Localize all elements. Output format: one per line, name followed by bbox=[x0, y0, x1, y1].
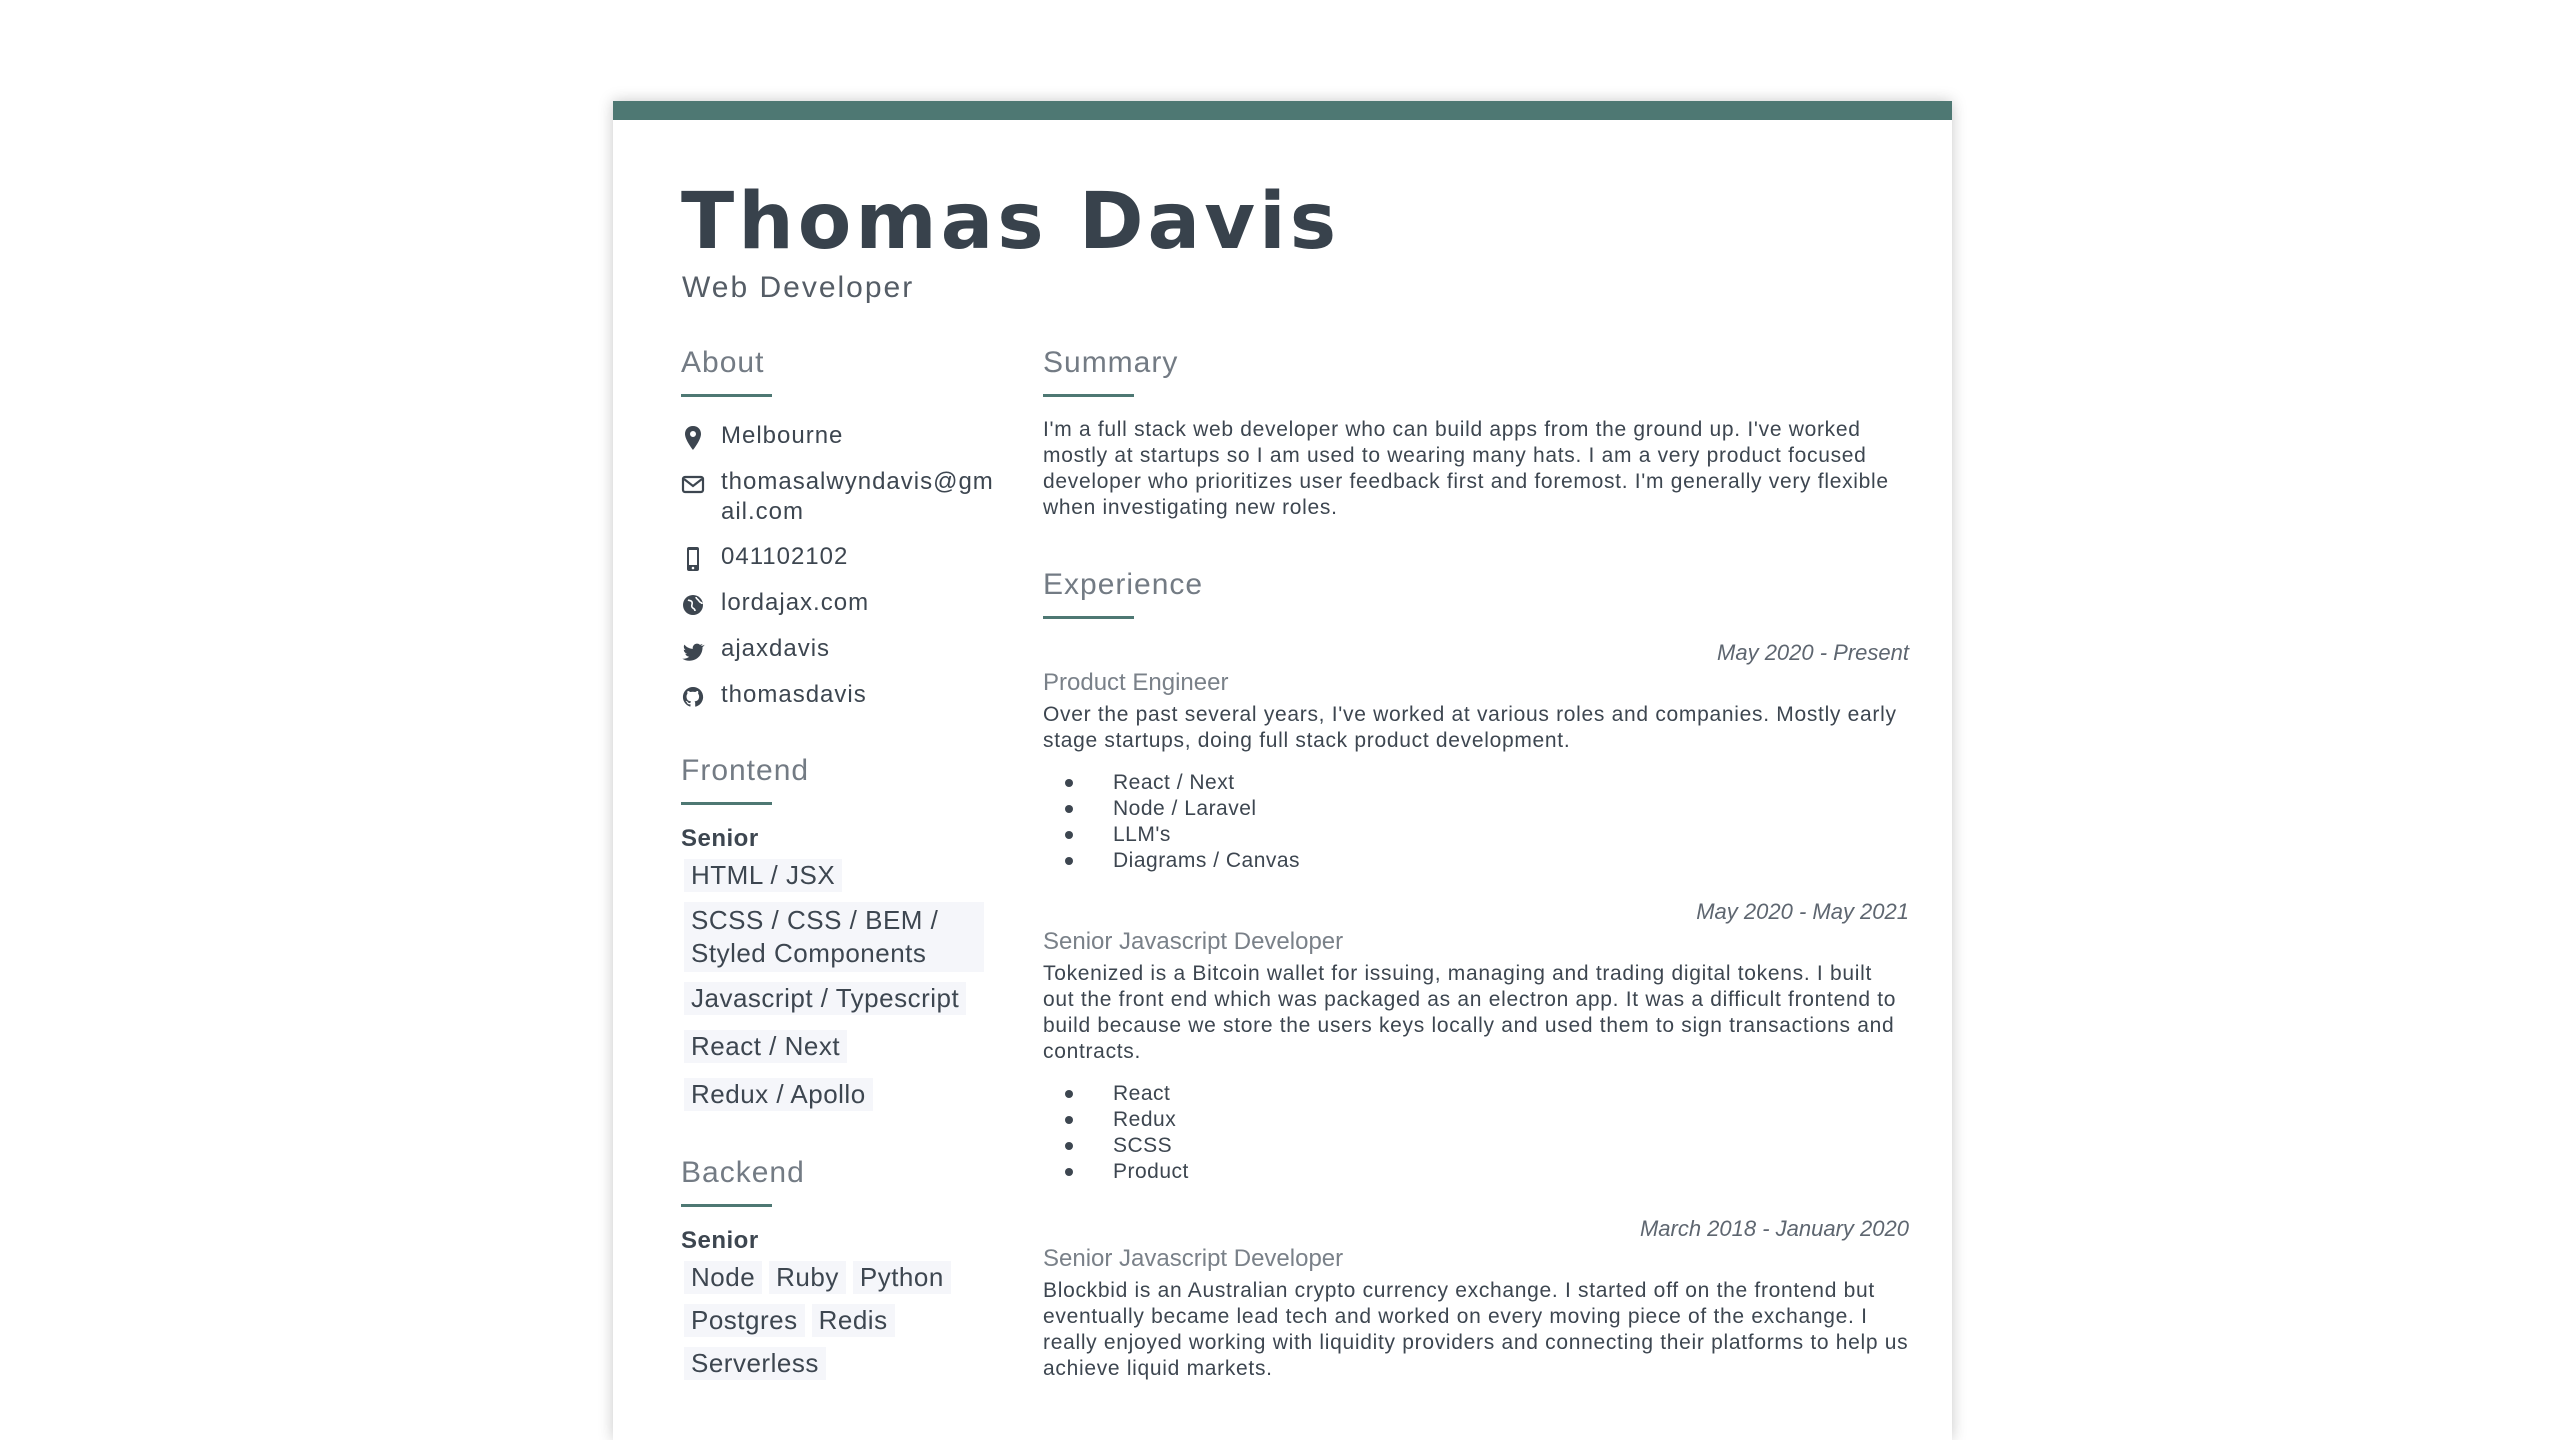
envelope-icon bbox=[681, 470, 705, 498]
job-tags bbox=[1065, 1081, 1909, 1185]
job-tag-text: React / Next bbox=[1113, 771, 1235, 794]
contact-github-link[interactable]: thomasdavis bbox=[721, 681, 867, 708]
frontend-section bbox=[681, 751, 1001, 1121]
bullet-icon bbox=[1065, 1090, 1073, 1098]
resume-role: Web Developer bbox=[682, 271, 915, 304]
twitter-icon bbox=[681, 637, 705, 665]
job-entry bbox=[1043, 1215, 1909, 1382]
skill-chip: Redux / Apollo bbox=[684, 1078, 873, 1111]
job-tag bbox=[1065, 848, 1909, 874]
about-section bbox=[681, 343, 1001, 711]
job-tag-text: Diagrams / Canvas bbox=[1113, 849, 1301, 872]
job-tag bbox=[1065, 1081, 1909, 1107]
contact-email[interactable] bbox=[681, 467, 1001, 527]
skill-chip: Postgres bbox=[684, 1304, 805, 1337]
job-tag bbox=[1065, 822, 1909, 848]
mobile-phone-icon bbox=[681, 545, 705, 573]
contact-location bbox=[681, 421, 1001, 452]
skill-chip: HTML / JSX bbox=[684, 859, 842, 892]
job-entry bbox=[1043, 898, 1909, 1185]
frontend-level: Senior bbox=[681, 825, 759, 852]
job-title: Senior Javascript Developer bbox=[1043, 928, 1344, 955]
contact-phone-link[interactable]: 041102102 bbox=[721, 543, 849, 570]
section-divider bbox=[681, 394, 772, 397]
job-tag bbox=[1065, 796, 1909, 822]
bullet-icon bbox=[1065, 1116, 1073, 1124]
job-description: Tokenized is a Bitcoin wallet for issuing, managing and trading digital tokens. I built out the front end which was packaged as an electron app. It was a difficult frontend to build because we store the users keys locally and used them to sign transactions and contracts. bbox=[1043, 962, 1897, 1063]
github-icon bbox=[681, 683, 705, 711]
experience-section bbox=[1043, 565, 1909, 1382]
summary-title: Summary bbox=[1043, 346, 1179, 379]
job-description: Over the past several years, I've worked at various roles and companies. Mostly early stage startups, doing full stack product development. bbox=[1043, 703, 1897, 752]
section-divider bbox=[1043, 394, 1134, 397]
job-tags bbox=[1065, 770, 1909, 874]
main-column bbox=[1043, 343, 1909, 1400]
bullet-icon bbox=[1065, 1142, 1073, 1150]
section-divider bbox=[681, 1204, 772, 1207]
bullet-icon bbox=[1065, 779, 1073, 787]
sidebar bbox=[681, 343, 1001, 1390]
map-pin-icon bbox=[681, 424, 705, 452]
contact-phone[interactable] bbox=[681, 542, 1001, 573]
contact-location-text: Melbourne bbox=[721, 422, 844, 449]
job-date: May 2020 - May 2021 bbox=[1696, 899, 1909, 924]
skill-chip: Serverless bbox=[684, 1347, 826, 1380]
contact-twitter[interactable] bbox=[681, 634, 1001, 665]
skill-chip: Python bbox=[853, 1261, 951, 1294]
summary-text: I'm a full stack web developer who can build apps from the ground up. I've worked mostly at startups so I am used to wearing many hats. I am a very product focused developer who prioritizes user feedback first and foremost. I'm generally very flexible when investigating new roles. bbox=[1043, 418, 1889, 519]
summary-section bbox=[1043, 343, 1909, 521]
job-tag-text: Product bbox=[1113, 1160, 1189, 1183]
backend-skills bbox=[681, 1261, 1001, 1390]
job-entry bbox=[1043, 639, 1909, 874]
job-tag bbox=[1065, 1107, 1909, 1133]
job-tag-text: Node / Laravel bbox=[1113, 797, 1257, 820]
bullet-icon bbox=[1065, 1168, 1073, 1176]
job-title: Product Engineer bbox=[1043, 669, 1229, 696]
job-tag bbox=[1065, 1159, 1909, 1185]
job-date: March 2018 - January 2020 bbox=[1639, 1216, 1909, 1241]
resume-name: Thomas Davis bbox=[681, 177, 1341, 267]
experience-title: Experience bbox=[1043, 568, 1204, 601]
resume-page bbox=[613, 101, 1952, 1440]
job-tag bbox=[1065, 1133, 1909, 1159]
job-description: Blockbid is an Australian crypto currency exchange. I started off on the frontend but eventually became lead tech and worked on every moving piece of the exchange. I really enjoyed working with liquidity providers and connecting their platforms to help us achieve liquid markets. bbox=[1043, 1279, 1909, 1380]
bullet-icon bbox=[1065, 805, 1073, 813]
job-date: May 2020 - Present bbox=[1717, 640, 1909, 665]
job-title: Senior Javascript Developer bbox=[1043, 1245, 1344, 1272]
backend-level: Senior bbox=[681, 1227, 759, 1254]
job-tag-text: Redux bbox=[1113, 1108, 1177, 1131]
contact-github[interactable] bbox=[681, 680, 1001, 711]
section-divider bbox=[1043, 616, 1134, 619]
skill-chip: React / Next bbox=[684, 1030, 847, 1063]
contact-twitter-link[interactable]: ajaxdavis bbox=[721, 635, 831, 662]
skill-chip: SCSS / CSS / BEM / Styled Components bbox=[684, 902, 984, 972]
frontend-skills bbox=[681, 859, 1001, 1121]
job-tag bbox=[1065, 770, 1909, 796]
contact-email-link[interactable]: thomasalwyndavis@gmail.com bbox=[721, 468, 994, 525]
frontend-title: Frontend bbox=[681, 754, 810, 787]
backend-title: Backend bbox=[681, 1156, 805, 1189]
skill-chip: Node bbox=[684, 1261, 762, 1294]
globe-icon bbox=[681, 591, 705, 619]
backend-section bbox=[681, 1153, 1001, 1390]
accent-bar bbox=[613, 101, 1952, 120]
job-tag-text: LLM's bbox=[1113, 823, 1171, 846]
skill-chip: Javascript / Typescript bbox=[684, 982, 966, 1015]
skill-chip: Redis bbox=[812, 1304, 895, 1337]
job-tag-text: SCSS bbox=[1113, 1134, 1173, 1157]
bullet-icon bbox=[1065, 831, 1073, 839]
about-title: About bbox=[681, 346, 765, 379]
skill-chip: Ruby bbox=[769, 1261, 846, 1294]
section-divider bbox=[681, 802, 772, 805]
contact-website-link[interactable]: lordajax.com bbox=[721, 589, 870, 616]
bullet-icon bbox=[1065, 857, 1073, 865]
job-tag-text: React bbox=[1113, 1082, 1171, 1105]
contact-website[interactable] bbox=[681, 588, 1001, 619]
